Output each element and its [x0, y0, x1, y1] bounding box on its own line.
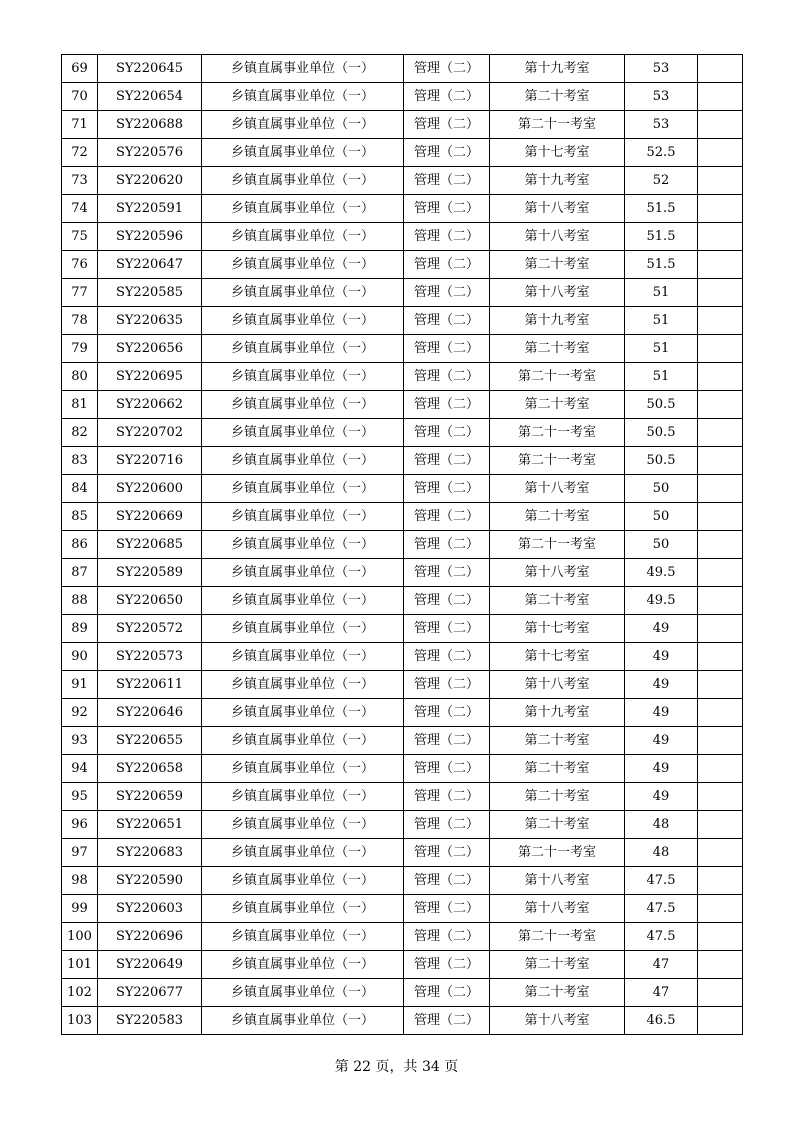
row-number-cell: 84: [62, 475, 98, 503]
score-cell: 50: [625, 475, 698, 503]
table-row: [62, 643, 743, 671]
position-cell: 管理（二）: [404, 615, 490, 643]
score-cell: 49.5: [625, 587, 698, 615]
score-cell: 51: [625, 279, 698, 307]
unit-name-cell: 乡镇直属事业单位（一）: [202, 279, 404, 307]
position-cell: 管理（二）: [404, 643, 490, 671]
remark-cell: [698, 643, 743, 671]
row-number-cell: 89: [62, 615, 98, 643]
exam-id-cell: SY220611: [98, 671, 202, 699]
unit-name-cell: 乡镇直属事业单位（一）: [202, 811, 404, 839]
position-cell: 管理（二）: [404, 139, 490, 167]
exam-room-cell: 第十九考室: [490, 699, 625, 727]
exam-id-cell: SY220585: [98, 279, 202, 307]
remark-cell: [698, 279, 743, 307]
position-cell: 管理（二）: [404, 699, 490, 727]
exam-room-cell: 第十八考室: [490, 671, 625, 699]
remark-cell: [698, 111, 743, 139]
exam-id-cell: SY220685: [98, 531, 202, 559]
table-row: [62, 979, 743, 1007]
table-row: [62, 615, 743, 643]
unit-name-cell: 乡镇直属事业单位（一）: [202, 559, 404, 587]
score-cell: 49: [625, 615, 698, 643]
row-number-cell: 99: [62, 895, 98, 923]
position-cell: 管理（二）: [404, 951, 490, 979]
position-cell: 管理（二）: [404, 195, 490, 223]
exam-id-cell: SY220677: [98, 979, 202, 1007]
table-row: [62, 895, 743, 923]
position-cell: 管理（二）: [404, 895, 490, 923]
remark-cell: [698, 559, 743, 587]
score-cell: 50.5: [625, 447, 698, 475]
unit-name-cell: 乡镇直属事业单位（一）: [202, 839, 404, 867]
remark-cell: [698, 503, 743, 531]
table-row: [62, 867, 743, 895]
unit-name-cell: 乡镇直属事业单位（一）: [202, 307, 404, 335]
table-row: [62, 1007, 743, 1035]
exam-id-cell: SY220646: [98, 699, 202, 727]
score-cell: 49: [625, 727, 698, 755]
remark-cell: [698, 615, 743, 643]
score-cell: 47.5: [625, 923, 698, 951]
score-cell: 51.5: [625, 223, 698, 251]
exam-id-cell: SY220669: [98, 503, 202, 531]
remark-cell: [698, 923, 743, 951]
unit-name-cell: 乡镇直属事业单位（一）: [202, 391, 404, 419]
row-number-cell: 72: [62, 139, 98, 167]
row-number-cell: 77: [62, 279, 98, 307]
unit-name-cell: 乡镇直属事业单位（一）: [202, 503, 404, 531]
exam-id-cell: SY220654: [98, 83, 202, 111]
exam-id-cell: SY220683: [98, 839, 202, 867]
exam-room-cell: 第二十考室: [490, 783, 625, 811]
remark-cell: [698, 867, 743, 895]
row-number-cell: 81: [62, 391, 98, 419]
remark-cell: [698, 251, 743, 279]
unit-name-cell: 乡镇直属事业单位（一）: [202, 755, 404, 783]
remark-cell: [698, 167, 743, 195]
row-number-cell: 75: [62, 223, 98, 251]
row-number-cell: 85: [62, 503, 98, 531]
row-number-cell: 94: [62, 755, 98, 783]
row-number-cell: 87: [62, 559, 98, 587]
unit-name-cell: 乡镇直属事业单位（一）: [202, 783, 404, 811]
exam-room-cell: 第二十考室: [490, 979, 625, 1007]
unit-name-cell: 乡镇直属事业单位（一）: [202, 615, 404, 643]
row-number-cell: 74: [62, 195, 98, 223]
position-cell: 管理（二）: [404, 503, 490, 531]
exam-id-cell: SY220596: [98, 223, 202, 251]
score-cell: 47: [625, 979, 698, 1007]
unit-name-cell: 乡镇直属事业单位（一）: [202, 447, 404, 475]
row-number-cell: 70: [62, 83, 98, 111]
position-cell: 管理（二）: [404, 279, 490, 307]
exam-id-cell: SY220645: [98, 55, 202, 83]
unit-name-cell: 乡镇直属事业单位（一）: [202, 139, 404, 167]
position-cell: 管理（二）: [404, 531, 490, 559]
exam-room-cell: 第二十一考室: [490, 531, 625, 559]
exam-id-cell: SY220590: [98, 867, 202, 895]
row-number-cell: 69: [62, 55, 98, 83]
row-number-cell: 73: [62, 167, 98, 195]
exam-room-cell: 第十八考室: [490, 867, 625, 895]
table-row: [62, 223, 743, 251]
row-number-cell: 79: [62, 335, 98, 363]
row-number-cell: 103: [62, 1007, 98, 1035]
score-cell: 51.5: [625, 251, 698, 279]
row-number-cell: 88: [62, 587, 98, 615]
row-number-cell: 76: [62, 251, 98, 279]
table-row: [62, 111, 743, 139]
unit-name-cell: 乡镇直属事业单位（一）: [202, 335, 404, 363]
unit-name-cell: 乡镇直属事业单位（一）: [202, 363, 404, 391]
exam-room-cell: 第二十考室: [490, 251, 625, 279]
remark-cell: [698, 727, 743, 755]
score-cell: 49: [625, 699, 698, 727]
score-table-wrapper: [61, 54, 743, 1035]
remark-cell: [698, 335, 743, 363]
unit-name-cell: 乡镇直属事业单位（一）: [202, 223, 404, 251]
position-cell: 管理（二）: [404, 475, 490, 503]
exam-room-cell: 第二十一考室: [490, 447, 625, 475]
unit-name-cell: 乡镇直属事业单位（一）: [202, 587, 404, 615]
exam-room-cell: 第二十考室: [490, 755, 625, 783]
position-cell: 管理（二）: [404, 811, 490, 839]
exam-id-cell: SY220589: [98, 559, 202, 587]
position-cell: 管理（二）: [404, 755, 490, 783]
position-cell: 管理（二）: [404, 839, 490, 867]
score-cell: 48: [625, 839, 698, 867]
score-cell: 49.5: [625, 559, 698, 587]
exam-id-cell: SY220620: [98, 167, 202, 195]
remark-cell: [698, 447, 743, 475]
unit-name-cell: 乡镇直属事业单位（一）: [202, 475, 404, 503]
row-number-cell: 80: [62, 363, 98, 391]
score-cell: 51: [625, 335, 698, 363]
exam-id-cell: SY220600: [98, 475, 202, 503]
row-number-cell: 83: [62, 447, 98, 475]
exam-id-cell: SY220647: [98, 251, 202, 279]
score-cell: 53: [625, 55, 698, 83]
exam-room-cell: 第十九考室: [490, 167, 625, 195]
exam-room-cell: 第十八考室: [490, 223, 625, 251]
remark-cell: [698, 951, 743, 979]
exam-room-cell: 第十八考室: [490, 475, 625, 503]
remark-cell: [698, 895, 743, 923]
position-cell: 管理（二）: [404, 671, 490, 699]
position-cell: 管理（二）: [404, 727, 490, 755]
table-row: [62, 363, 743, 391]
position-cell: 管理（二）: [404, 363, 490, 391]
exam-room-cell: 第十八考室: [490, 559, 625, 587]
row-number-cell: 82: [62, 419, 98, 447]
table-row: [62, 279, 743, 307]
table-row: [62, 587, 743, 615]
exam-id-cell: SY220572: [98, 615, 202, 643]
unit-name-cell: 乡镇直属事业单位（一）: [202, 643, 404, 671]
position-cell: 管理（二）: [404, 307, 490, 335]
score-cell: 52: [625, 167, 698, 195]
exam-id-cell: SY220603: [98, 895, 202, 923]
exam-id-cell: SY220651: [98, 811, 202, 839]
unit-name-cell: 乡镇直属事业单位（一）: [202, 727, 404, 755]
exam-id-cell: SY220635: [98, 307, 202, 335]
exam-id-cell: SY220662: [98, 391, 202, 419]
unit-name-cell: 乡镇直属事业单位（一）: [202, 895, 404, 923]
unit-name-cell: 乡镇直属事业单位（一）: [202, 83, 404, 111]
score-table: [61, 54, 743, 1035]
remark-cell: [698, 531, 743, 559]
exam-id-cell: SY220659: [98, 783, 202, 811]
unit-name-cell: 乡镇直属事业单位（一）: [202, 251, 404, 279]
exam-room-cell: 第二十一考室: [490, 419, 625, 447]
table-row: [62, 727, 743, 755]
table-row: [62, 951, 743, 979]
position-cell: 管理（二）: [404, 55, 490, 83]
exam-room-cell: 第十八考室: [490, 895, 625, 923]
position-cell: 管理（二）: [404, 223, 490, 251]
position-cell: 管理（二）: [404, 867, 490, 895]
remark-cell: [698, 1007, 743, 1035]
remark-cell: [698, 587, 743, 615]
table-row: [62, 419, 743, 447]
table-row: [62, 839, 743, 867]
exam-id-cell: SY220650: [98, 587, 202, 615]
remark-cell: [698, 363, 743, 391]
exam-room-cell: 第二十考室: [490, 83, 625, 111]
exam-room-cell: 第十八考室: [490, 279, 625, 307]
remark-cell: [698, 783, 743, 811]
table-row: [62, 503, 743, 531]
unit-name-cell: 乡镇直属事业单位（一）: [202, 979, 404, 1007]
table-row: [62, 55, 743, 83]
exam-room-cell: 第二十考室: [490, 335, 625, 363]
exam-room-cell: 第二十考室: [490, 727, 625, 755]
exam-room-cell: 第二十一考室: [490, 111, 625, 139]
remark-cell: [698, 755, 743, 783]
score-cell: 49: [625, 755, 698, 783]
score-cell: 50.5: [625, 419, 698, 447]
position-cell: 管理（二）: [404, 167, 490, 195]
remark-cell: [698, 699, 743, 727]
unit-name-cell: 乡镇直属事业单位（一）: [202, 699, 404, 727]
exam-id-cell: SY220696: [98, 923, 202, 951]
exam-id-cell: SY220702: [98, 419, 202, 447]
exam-id-cell: SY220695: [98, 363, 202, 391]
unit-name-cell: 乡镇直属事业单位（一）: [202, 1007, 404, 1035]
position-cell: 管理（二）: [404, 335, 490, 363]
table-row: [62, 475, 743, 503]
score-cell: 50: [625, 503, 698, 531]
row-number-cell: 93: [62, 727, 98, 755]
table-body: [62, 55, 743, 1035]
row-number-cell: 101: [62, 951, 98, 979]
table-row: [62, 83, 743, 111]
table-row: [62, 167, 743, 195]
table-row: [62, 307, 743, 335]
row-number-cell: 91: [62, 671, 98, 699]
remark-cell: [698, 811, 743, 839]
exam-room-cell: 第十七考室: [490, 139, 625, 167]
position-cell: 管理（二）: [404, 419, 490, 447]
table-row: [62, 251, 743, 279]
exam-id-cell: SY220656: [98, 335, 202, 363]
remark-cell: [698, 223, 743, 251]
table-row: [62, 447, 743, 475]
position-cell: 管理（二）: [404, 1007, 490, 1035]
score-cell: 46.5: [625, 1007, 698, 1035]
exam-room-cell: 第二十一考室: [490, 839, 625, 867]
table-row: [62, 671, 743, 699]
table-row: [62, 783, 743, 811]
position-cell: 管理（二）: [404, 391, 490, 419]
exam-room-cell: 第十八考室: [490, 195, 625, 223]
position-cell: 管理（二）: [404, 447, 490, 475]
unit-name-cell: 乡镇直属事业单位（一）: [202, 167, 404, 195]
exam-id-cell: SY220576: [98, 139, 202, 167]
score-cell: 50.5: [625, 391, 698, 419]
page-footer: 第 22 页，共 34 页: [334, 1059, 459, 1075]
table-row: [62, 531, 743, 559]
score-cell: 53: [625, 111, 698, 139]
exam-room-cell: 第十九考室: [490, 307, 625, 335]
exam-room-cell: 第二十考室: [490, 391, 625, 419]
row-number-cell: 102: [62, 979, 98, 1007]
row-number-cell: 90: [62, 643, 98, 671]
exam-id-cell: SY220649: [98, 951, 202, 979]
unit-name-cell: 乡镇直属事业单位（一）: [202, 951, 404, 979]
unit-name-cell: 乡镇直属事业单位（一）: [202, 531, 404, 559]
exam-room-cell: 第十九考室: [490, 55, 625, 83]
score-cell: 47.5: [625, 867, 698, 895]
unit-name-cell: 乡镇直属事业单位（一）: [202, 55, 404, 83]
table-row: [62, 699, 743, 727]
remark-cell: [698, 195, 743, 223]
position-cell: 管理（二）: [404, 979, 490, 1007]
table-row: [62, 923, 743, 951]
score-cell: 51: [625, 307, 698, 335]
table-row: [62, 139, 743, 167]
unit-name-cell: 乡镇直属事业单位（一）: [202, 867, 404, 895]
table-row: [62, 335, 743, 363]
exam-id-cell: SY220591: [98, 195, 202, 223]
position-cell: 管理（二）: [404, 923, 490, 951]
row-number-cell: 95: [62, 783, 98, 811]
row-number-cell: 96: [62, 811, 98, 839]
position-cell: 管理（二）: [404, 251, 490, 279]
table-row: [62, 755, 743, 783]
position-cell: 管理（二）: [404, 83, 490, 111]
position-cell: 管理（二）: [404, 783, 490, 811]
remark-cell: [698, 391, 743, 419]
exam-room-cell: 第十八考室: [490, 1007, 625, 1035]
score-cell: 52.5: [625, 139, 698, 167]
score-cell: 47.5: [625, 895, 698, 923]
position-cell: 管理（二）: [404, 559, 490, 587]
exam-room-cell: 第十七考室: [490, 643, 625, 671]
exam-id-cell: SY220688: [98, 111, 202, 139]
exam-id-cell: SY220655: [98, 727, 202, 755]
table-row: [62, 559, 743, 587]
exam-id-cell: SY220658: [98, 755, 202, 783]
position-cell: 管理（二）: [404, 587, 490, 615]
row-number-cell: 92: [62, 699, 98, 727]
score-cell: 51.5: [625, 195, 698, 223]
exam-room-cell: 第十七考室: [490, 615, 625, 643]
exam-id-cell: SY220716: [98, 447, 202, 475]
remark-cell: [698, 671, 743, 699]
remark-cell: [698, 419, 743, 447]
remark-cell: [698, 475, 743, 503]
unit-name-cell: 乡镇直属事业单位（一）: [202, 111, 404, 139]
remark-cell: [698, 83, 743, 111]
position-cell: 管理（二）: [404, 111, 490, 139]
exam-id-cell: SY220573: [98, 643, 202, 671]
row-number-cell: 86: [62, 531, 98, 559]
row-number-cell: 71: [62, 111, 98, 139]
remark-cell: [698, 139, 743, 167]
exam-room-cell: 第二十考室: [490, 503, 625, 531]
exam-room-cell: 第二十考室: [490, 951, 625, 979]
exam-room-cell: 第二十考室: [490, 587, 625, 615]
table-row: [62, 195, 743, 223]
row-number-cell: 97: [62, 839, 98, 867]
row-number-cell: 78: [62, 307, 98, 335]
remark-cell: [698, 307, 743, 335]
unit-name-cell: 乡镇直属事业单位（一）: [202, 419, 404, 447]
exam-room-cell: 第二十一考室: [490, 363, 625, 391]
remark-cell: [698, 55, 743, 83]
score-cell: 51: [625, 363, 698, 391]
unit-name-cell: 乡镇直属事业单位（一）: [202, 195, 404, 223]
table-row: [62, 391, 743, 419]
remark-cell: [698, 839, 743, 867]
score-cell: 50: [625, 531, 698, 559]
row-number-cell: 98: [62, 867, 98, 895]
unit-name-cell: 乡镇直属事业单位（一）: [202, 671, 404, 699]
exam-room-cell: 第二十考室: [490, 811, 625, 839]
score-cell: 49: [625, 671, 698, 699]
score-cell: 49: [625, 643, 698, 671]
remark-cell: [698, 979, 743, 1007]
score-cell: 49: [625, 783, 698, 811]
exam-room-cell: 第二十一考室: [490, 923, 625, 951]
unit-name-cell: 乡镇直属事业单位（一）: [202, 923, 404, 951]
row-number-cell: 100: [62, 923, 98, 951]
score-cell: 53: [625, 83, 698, 111]
table-row: [62, 811, 743, 839]
score-cell: 47: [625, 951, 698, 979]
exam-id-cell: SY220583: [98, 1007, 202, 1035]
score-cell: 48: [625, 811, 698, 839]
